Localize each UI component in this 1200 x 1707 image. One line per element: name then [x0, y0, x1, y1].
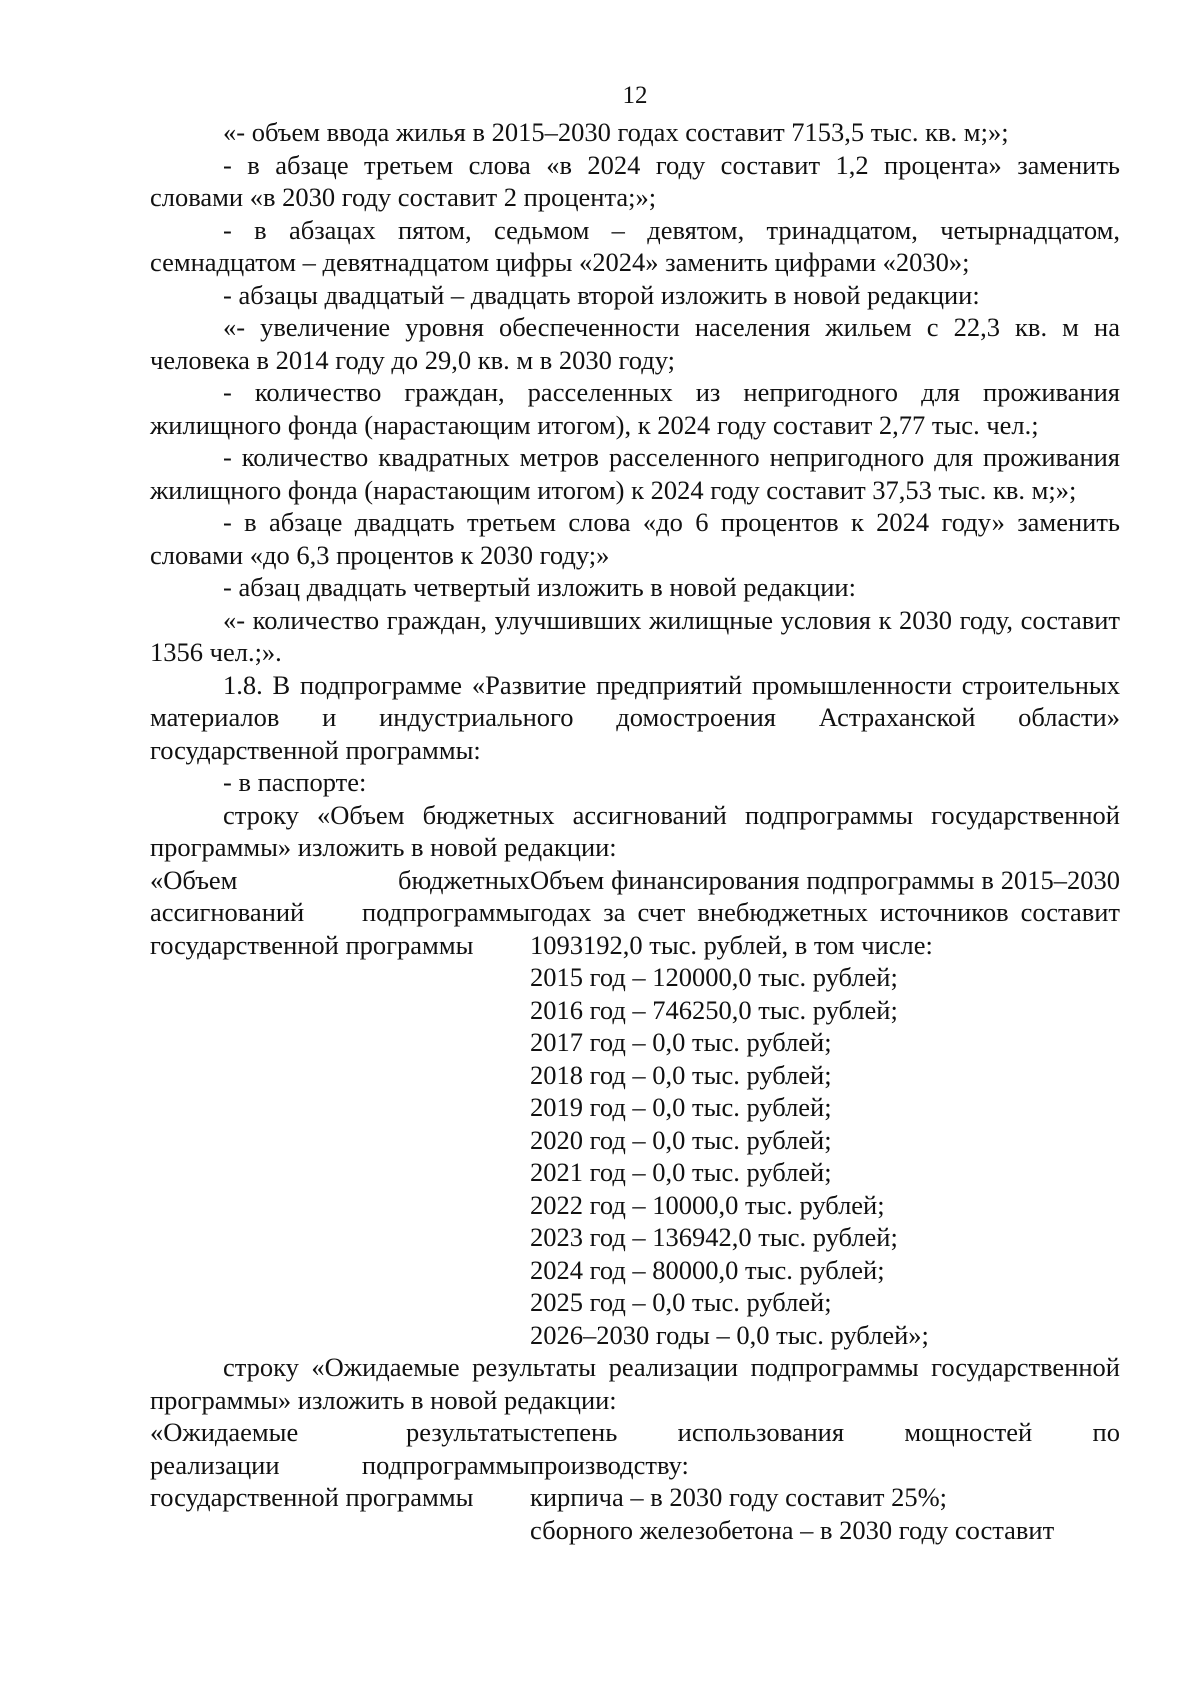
- budget-table: [150, 864, 1120, 1352]
- budget-year-line: 2015 год – 120000,0 тыс. рублей;: [530, 962, 898, 992]
- paragraph: «- количество граждан, улучшивших жилищные условия к 2030 году, составит 1356 чел.;».: [150, 604, 1120, 667]
- paragraph: - количество граждан, расселенных из непригодного для проживания жилищного фонда (нарастающим итогом), к 2024 году составит 2,77 тыс. чел.;: [150, 377, 1120, 440]
- budget-year-line: 2018 год – 0,0 тыс. рублей;: [530, 1059, 832, 1090]
- paragraph: - абзац двадцать четвертый изложить в новой редакции:: [223, 572, 856, 602]
- paragraph: - в абзаце третьем слова «в 2024 году составит 1,2 процента» заменить словами «в 2030 году составит 2 процента;»;: [150, 149, 1120, 212]
- paragraph: - в абзацах пятом, седьмом – девятом, тринадцатом, четырнадцатом, семнадцатом – девятнадцатом цифры «2024» заменить цифрами «2030»;: [150, 214, 1120, 277]
- results-line: степень использования мощностей по производству:: [530, 1417, 1120, 1480]
- paragraph: строку «Ожидаемые результаты реализации подпрограммы государственной программы» изложить в новой редакции:: [150, 1352, 1120, 1415]
- paragraph: 1.8. В подпрограмме «Развитие предприятий промышленности строительных материалов и индустриального домостроения Астраханской области» государственной программы:: [150, 669, 1120, 765]
- budget-year-line: 2016 год – 746250,0 тыс. рублей;: [530, 994, 898, 1025]
- budget-year-line: 2017 год – 0,0 тыс. рублей;: [530, 1027, 832, 1057]
- budget-values: [530, 864, 1120, 1352]
- paragraph: «- объем ввода жилья в 2015–2030 годах составит 7153,5 тыс. кв. м;»;: [223, 117, 1009, 147]
- results-values: [530, 1416, 1120, 1546]
- paragraph: строку «Объем бюджетных ассигнований подпрограммы государственной программы» изложить в новой редакции:: [150, 799, 1120, 862]
- paragraph: - в паспорте:: [223, 767, 367, 797]
- budget-year-line: 2022 год – 10000,0 тыс. рублей;: [530, 1189, 885, 1220]
- budget-year-line: 2020 год – 0,0 тыс. рублей;: [530, 1124, 832, 1155]
- paragraph: «- увеличение уровня обеспеченности населения жильем с 22,3 кв. м на человека в 2014 году до 29,0 кв. м в 2030 году;: [150, 312, 1120, 375]
- budget-year-line: 2024 год – 80000,0 тыс. рублей;: [530, 1254, 885, 1285]
- budget-year-line: 2021 год – 0,0 тыс. рублей;: [530, 1157, 832, 1187]
- page-number: 12: [622, 82, 648, 109]
- budget-year-line: 2023 год – 136942,0 тыс. рублей;: [530, 1222, 898, 1252]
- budget-year-line: 2019 год – 0,0 тыс. рублей;: [530, 1092, 832, 1122]
- results-table: [150, 1416, 1120, 1546]
- budget-label: «Объем бюджетных ассигнований подпрограммы государственной программы: [150, 864, 530, 960]
- budget-year-line: 2026–2030 годы – 0,0 тыс. рублей»;: [530, 1319, 929, 1350]
- paragraph: - абзацы двадцатый – двадцать второй изложить в новой редакции:: [223, 279, 980, 310]
- budget-intro: Объем финансирования подпрограммы в 2015–2030 годах за счет внебюджетных источников составит 1093192,0 тыс. рублей, в том числе:: [530, 864, 1120, 960]
- results-line: сборного железобетона – в 2030 году составит: [530, 1514, 1055, 1545]
- paragraph: - количество квадратных метров расселенного непригодного для проживания жилищного фонда (нарастающим итогом) к 2024 году составит 37,53 тыс. кв. м;»;: [150, 442, 1120, 505]
- paragraph: - в абзаце двадцать третьем слова «до 6 процентов к 2024 году» заменить словами «до 6,3 процентов к 2030 году;»: [150, 507, 1120, 570]
- results-label: «Ожидаемые результаты реализации подпрограммы государственной программы: [150, 1417, 530, 1512]
- document-body: [150, 116, 1120, 1546]
- budget-year-line: 2025 год – 0,0 тыс. рублей;: [530, 1287, 832, 1317]
- results-line: кирпича – в 2030 году составит 25%;: [530, 1482, 948, 1512]
